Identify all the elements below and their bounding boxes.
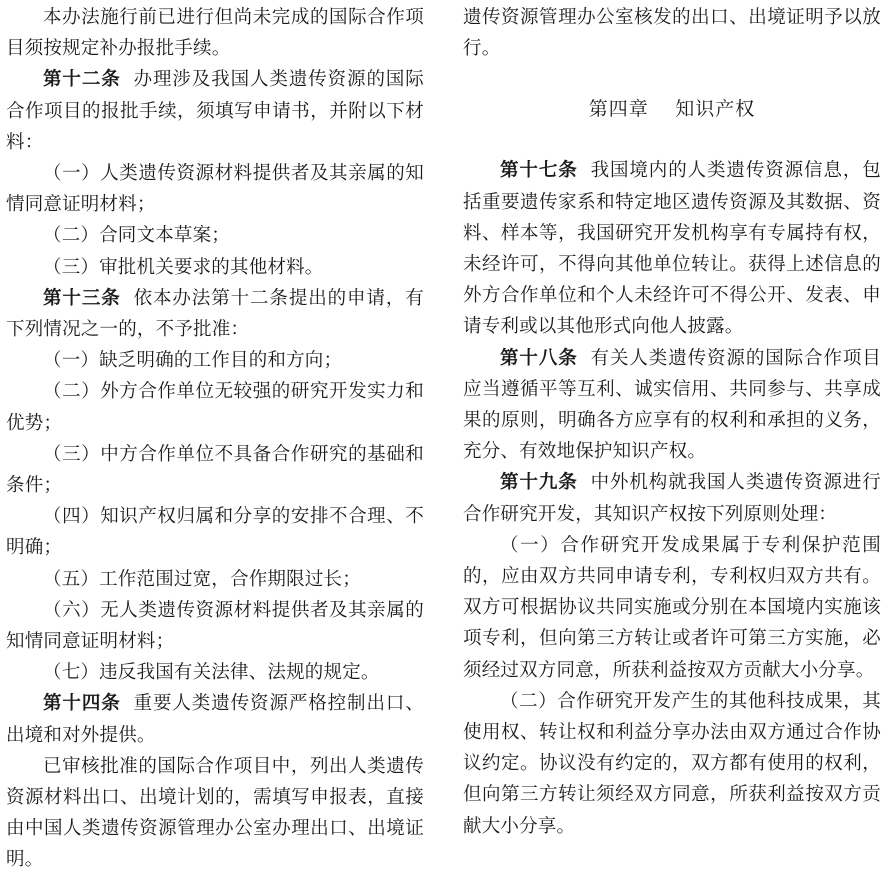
article-14-paragraph-2: 已审核批准的国际合作项目中，列出人类遗传资源材料出口、出境计划的，需填写申报表，直接由中国人类遗传资源管理办公室办理出口、出境证明。 [6, 755, 424, 871]
paragraph-transition-clause: 本办法施行前已进行但尚未完成的国际合作项目须按规定补办报批手续。 [6, 7, 424, 60]
article-14-text: 重要人类遗传资源严格控制出口、出境和对外提供。 [6, 693, 424, 746]
article-12-text: 办理涉及我国人类遗传资源的国际合作项目的报批手续，须填写申请书，并附以下材料： [6, 69, 424, 153]
chapter-title: 知识产权 [675, 98, 756, 121]
article-19-text: 中外机构就我国人类遗传资源进行合作研究开发，其知识产权按下列原则处理： [463, 472, 881, 525]
article-17-heading: 第十七条 [500, 160, 578, 182]
article-12-item-3: （三）审批机关要求的其他材料。 [43, 256, 324, 278]
chapter-number: 第四章 [588, 98, 649, 121]
left-column [6, 2, 424, 876]
right-column [463, 2, 881, 842]
article-18-text: 有关人类遗传资源的国际合作项目应当遵循平等互利、诚实信用、共同参与、共享成果的原则，明确各方应享有的权利和承担的义务，充分、有效地保护知识产权。 [463, 347, 881, 463]
article-12-item-1: （一）人类遗传资源材料提供者及其亲属的知情同意证明材料； [6, 163, 424, 216]
article-17 [463, 155, 881, 342]
article-13-item-1: （一）缺乏明确的工作目的和方向； [43, 350, 343, 372]
article-13-item-3: （三）中方合作单位不具备合作研究的基础和条件； [6, 443, 424, 497]
article-13-item-4: （四）知识产权归属和分享的安排不合理、不明确； [6, 506, 424, 559]
article-13-text: 依本办法第十二条提出的申请，有下列情况之一的，不予批准： [6, 287, 424, 341]
article-19-item-1: （一）合作研究开发成果属于专利保护范围的，应由双方共同申请专利，专利权归双方共有。双方可根据协议共同实施或分别在本国境内实施该项专利，但向第三方转让或者许可第三方实施，必须经过双方同意，所获利益按双方贡献大小分享。 [463, 534, 881, 681]
article-17-text: 我国境内的人类遗传资源信息，包括重要遗传家系和特定地区遗传资源及其数据、资料、样本等，我国研究开发机构享有专属持有权，未经许可，不得向其他单位转让。获得上述信息的外方合作单位和个人未经许可不得公开、发表、申请专利或以其他形式向他人披露。 [463, 160, 881, 338]
article-13-item-2: （二）外方合作单位无较强的研究开发实力和优势； [6, 381, 424, 434]
article-12 [6, 64, 424, 158]
article-18 [463, 343, 881, 468]
article-19 [463, 467, 881, 529]
article-13-item-6: （六）无人类遗传资源材料提供者及其亲属的知情同意证明材料； [6, 599, 424, 653]
article-14 [6, 688, 424, 750]
article-13-item-7: （七）违反我国有关法律、法规的规定。 [43, 662, 380, 684]
article-13-item-5: （五）工作范围过宽，合作期限过长； [43, 568, 361, 590]
article-12-heading: 第十二条 [43, 69, 121, 91]
article-18-heading: 第十八条 [500, 347, 578, 369]
article-14-heading: 第十四条 [43, 693, 121, 715]
article-19-heading: 第十九条 [500, 472, 578, 494]
article-14-continuation: 遗传资源管理办公室核发的出口、出境证明予以放行。 [463, 7, 881, 60]
article-13-heading: 第十三条 [43, 287, 121, 309]
chapter-heading [463, 64, 881, 155]
article-13 [6, 283, 424, 345]
article-19-item-2: （二）合作研究开发产生的其他科技成果，其使用权、转让权和利益分享办法由双方通过合作协议约定。协议没有约定的，双方都有使用的权利，但向第三方转让须经双方同意，所获利益按双方贡献大小分享。 [463, 690, 881, 837]
article-12-item-2: （二）合同文本草案； [43, 225, 231, 247]
